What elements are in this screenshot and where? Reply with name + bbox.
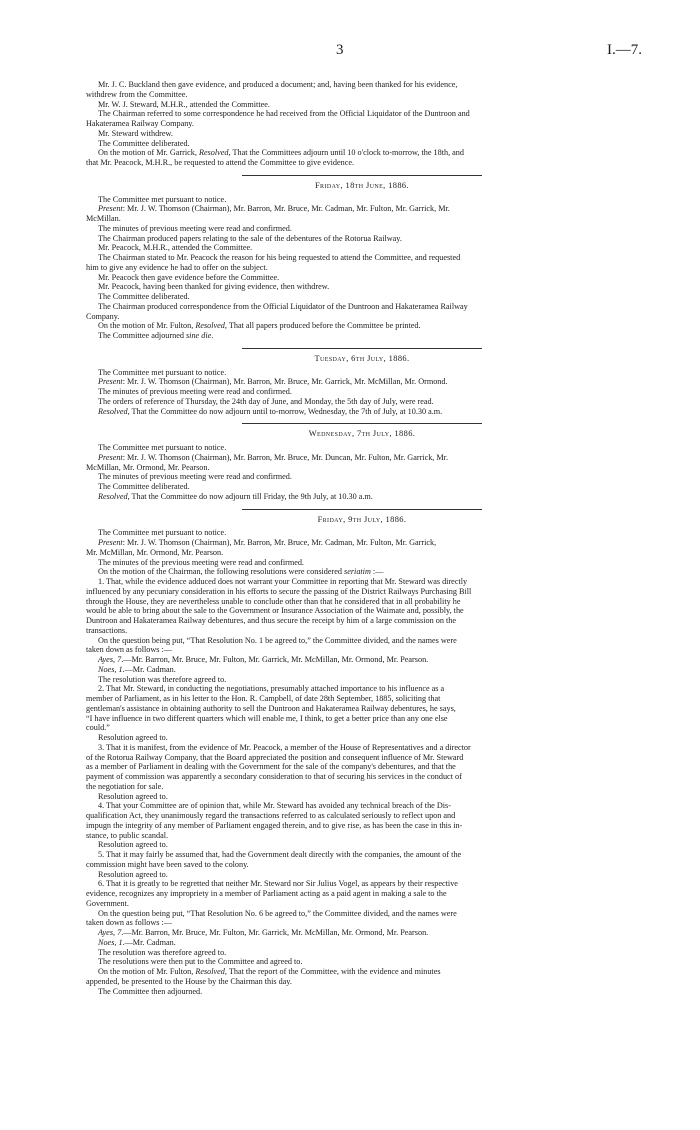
- text-line: would be able to bring about the sale to the Government or Insurance Association of the Waimate and, possibly, the: [86, 606, 464, 616]
- minutes-section-july-9: [86, 515, 638, 997]
- section-divider: [242, 423, 482, 424]
- text-line: Mr. Peacock, having been thanked for giving evidence, then withdrew.: [98, 282, 330, 292]
- text-line: McMillan.: [86, 214, 121, 223]
- text-line: On the question being put, “That Resolution No. 6 be agreed to,” the Committee divided, and the names were: [98, 908, 457, 918]
- text-line: The Committee then adjourned.: [98, 986, 203, 996]
- text-line: On the motion of the Chairman, the following resolutions were considered seriatim :—: [98, 567, 384, 577]
- present-line: Present: Mr. J. W. Thomson (Chairman), Mr. Barron, Mr. Bruce, Mr. Garrick, Mr. McMillan, Mr. Ormond.: [98, 377, 448, 387]
- page-number: 3: [336, 42, 344, 58]
- present-line: Present: Mr. J. W. Thomson (Chairman), Mr. Barron, Mr. Bruce, Mr. Duncan, Mr. Fulton, Mr. Garrick, Mr.: [98, 452, 448, 462]
- text-line: The minutes of previous meeting were read and confirmed.: [98, 223, 292, 233]
- text-line: influenced by any pecuniary consideration in his efforts to secure the passing of the District Railways Purchasing Bill: [86, 586, 472, 596]
- intro-minutes: [86, 80, 638, 168]
- text-line: withdrew from the Committee.: [86, 89, 188, 99]
- text-line: Mr. J. C. Buckland then gave evidence, and produced a document; and, having been thanked for his evidence,: [98, 80, 458, 89]
- section-divider: [242, 175, 482, 176]
- resolution-5: [86, 850, 638, 879]
- text-line: 1. That, while the evidence adduced does not warrant your Committee in reporting that Mr. Steward was directly: [98, 577, 468, 586]
- text-line: “I have influence in two different quarters which will enable me, I think, to get a better price than any one else: [86, 713, 448, 723]
- document-page: [86, 42, 642, 996]
- text-line: The resolutions were then put to the Committee and agreed to.: [98, 957, 303, 967]
- text-line: qualification Act, they unanimously regard the transactions referred to as calculated seriously to reflect upon and: [86, 811, 456, 820]
- section-divider: [242, 509, 482, 510]
- text-line: taken down as follows :—: [86, 918, 172, 928]
- text-line: transactions.: [86, 625, 128, 635]
- text-line: On the motion of Mr. Fulton, Resolved, That all papers produced before the Committee be printed.: [98, 321, 421, 331]
- minutes-section-july-6: [86, 354, 638, 417]
- section-date: Friday, 18th June, 1886.: [315, 180, 409, 190]
- text-line: Resolution agreed to.: [98, 840, 168, 850]
- text-line: Duntroon and Hakateramea Railway debentures, and thus secure the receipt by him of a large commission on the: [86, 616, 456, 625]
- text-line: impugn the integrity of any member of Parliament engaged therein, and to give rise, as has been the case in this in-: [86, 820, 463, 830]
- text-line: through the House, they are nevertheless unable to conclude other than that he considered that in all probability he: [86, 596, 461, 606]
- ayes-line: Ayes, 7.—Mr. Barron, Mr. Bruce, Mr. Fulton, Mr. Garrick, Mr. McMillan, Mr. Ormond, Mr. Pearson.: [98, 655, 429, 664]
- text-line: of the Rotorua Railway Company, that the Board appreciated the position and consequent influence of Mr. Steward: [86, 752, 464, 762]
- text-line: The resolution was therefore agreed to.: [98, 674, 227, 684]
- text-line: member of Parliament, as in his letter to the Hon. R. Campbell, of date 28th September, 1885, soliciting that: [86, 694, 441, 703]
- text-line: him to give any evidence he had to offer on the subject.: [86, 262, 268, 272]
- text-line: The resolution was therefore agreed to.: [98, 947, 227, 957]
- text-line: The Committee met pursuant to notice.: [98, 194, 227, 204]
- resolution-2: [86, 684, 638, 743]
- text-line: commission might have been saved to the colony.: [86, 859, 249, 869]
- text-line: 4. That your Committee are of opinion that, while Mr. Steward has avoided any technical breach of the Dis-: [98, 801, 451, 811]
- text-line: could.”: [86, 723, 110, 733]
- ayes-line: Ayes, 7.—Mr. Barron, Mr. Bruce, Mr. Fulton, Mr. Garrick, Mr. McMillan, Mr. Ormond, Mr. Pearson.: [98, 928, 429, 937]
- text-line: On the motion of Mr. Fulton, Resolved, That the report of the Committee, with the evidence and minutes: [98, 967, 441, 976]
- section-date: Tuesday, 6th July, 1886.: [314, 353, 410, 363]
- text-line: payment of commission was apparently a secondary consideration to that of securing his services in the conduct of: [86, 772, 462, 781]
- page-header: [86, 42, 642, 80]
- text-line: 5. That it may fairly be assumed that, had the Government dealt directly with the companies, the amount of the: [98, 850, 462, 859]
- text-line: the negotiation for sale.: [86, 781, 164, 791]
- resolution-1: [86, 577, 638, 684]
- resolution-6: [86, 879, 638, 957]
- text-line: 3. That it is manifest, from the evidence of Mr. Peacock, a member of the House of Representatives and a director: [98, 742, 471, 752]
- text-line: The Chairman referred to some correspondence he had received from the Official Liquidator of the Duntroon and: [98, 109, 470, 119]
- text-line: The Committee met pursuant to notice.: [98, 367, 227, 377]
- text-line: Company.: [86, 311, 120, 321]
- closing-minutes: [86, 957, 638, 996]
- text-line: gentleman's assistance in obtaining authority to sell the Duntroon and Hakateramea Railway debentures, he says,: [86, 703, 456, 713]
- text-line: 6. That it is greatly to be regretted that neither Mr. Steward nor Sir Julius Vogel, as appears by their respective: [98, 879, 458, 889]
- text-line: The Committee adjourned sine die.: [98, 331, 214, 340]
- noes-line: Noes, 1.—Mr. Cadman.: [98, 937, 176, 947]
- text-line: McMillan, Mr. Ormond, Mr. Pearson.: [86, 462, 210, 472]
- paper-reference: I.—7.: [607, 42, 642, 58]
- section-date: Wednesday, 7th July, 1886.: [308, 429, 416, 439]
- text-line: Mr. McMillan, Mr. Ormond, Mr. Pearson.: [86, 547, 224, 557]
- minutes-section-june-18: [86, 181, 638, 341]
- text-line: The minutes of the previous meeting were read and confirmed.: [98, 557, 304, 567]
- text-line: Resolved, That the Committee do now adjourn till Friday, the 9th July, at 10.30 a.m.: [98, 491, 373, 501]
- text-line: Resolution agreed to.: [98, 733, 168, 742]
- minutes-section-july-7: [86, 429, 638, 501]
- present-line: Present: Mr. J. W. Thomson (Chairman), Mr. Barron, Mr. Bruce, Mr. Cadman, Mr. Fulton, Mr. Garrick,: [98, 538, 437, 547]
- text-line: stance, to public scandal.: [86, 830, 169, 840]
- text-line: The Committee met pursuant to notice.: [98, 443, 227, 452]
- text-line: The Committee met pursuant to notice.: [98, 528, 227, 538]
- resolution-3: [86, 743, 638, 802]
- text-line: The Committee deliberated.: [98, 292, 190, 301]
- text-line: On the question being put, “That Resolution No. 1 be agreed to,” the Committee divided, and the names were: [98, 635, 457, 645]
- text-line: as a member of Parliament in dealing with the Government for the sale of the company's debentures, and that the: [86, 762, 456, 772]
- text-line: The minutes of previous meeting were read and confirmed.: [98, 472, 292, 482]
- text-line: appended, be presented to the House by the Chairman this day.: [86, 976, 292, 986]
- text-line: taken down as follows :—: [86, 645, 172, 655]
- resolution-4: [86, 801, 638, 850]
- text-line: The Committee deliberated.: [98, 482, 190, 491]
- section-divider: [242, 348, 482, 349]
- text-line: Mr. Peacock, M.H.R., attended the Committee.: [98, 243, 253, 253]
- text-line: The orders of reference of Thursday, the 24th day of June, and Monday, the 5th day of July, were read.: [98, 396, 434, 406]
- text-line: The Chairman produced correspondence from the Official Liquidator of the Duntroon and Hakateramea Railway: [98, 301, 468, 311]
- text-line: evidence, recognizes any impropriety in a member of Parliament acting as a paid agent in making a sale to the: [86, 889, 447, 898]
- text-line: that Mr. Peacock, M.H.R., be requested to attend the Committee to give evidence.: [86, 158, 355, 167]
- text-line: The minutes of previous meeting were read and confirmed.: [98, 387, 292, 396]
- text-line: Resolution agreed to.: [98, 869, 168, 879]
- text-line: The Chairman stated to Mr. Peacock the reason for his being requested to attend the Committee, and requested: [98, 253, 461, 262]
- noes-line: Noes, 1.—Mr. Cadman.: [98, 664, 176, 674]
- text-line: Mr. W. J. Steward, M.H.R., attended the Committee.: [98, 99, 270, 109]
- text-line: Resolution agreed to.: [98, 791, 168, 801]
- section-date: Friday, 9th July, 1886.: [317, 514, 407, 524]
- text-line: Government.: [86, 898, 129, 908]
- text-line: Hakateramea Railway Company.: [86, 119, 194, 128]
- text-line: Mr. Peacock then gave evidence before the Committee.: [98, 272, 280, 282]
- present-line: Present: Mr. J. W. Thomson (Chairman), Mr. Barron, Mr. Bruce, Mr. Cadman, Mr. Fulton, Mr. Garrick, Mr.: [98, 204, 450, 214]
- text-line: Resolved, That the Committee do now adjourn until to-morrow, Wednesday, the 7th of July, at 10.30 a.m.: [98, 406, 443, 416]
- text-line: The Chairman produced papers relating to the sale of the debentures of the Rotorua Railway.: [98, 233, 402, 243]
- text-line: Mr. Steward withdrew.: [98, 128, 173, 138]
- text-line: 2. That Mr. Steward, in conducting the negotiations, presumably attached importance to his influence as a: [98, 684, 445, 694]
- text-line: On the motion of Mr. Garrick, Resolved, That the Committees adjourn until 10 o'clock to-morrow, the 18th, and: [98, 148, 464, 158]
- text-line: The Committee deliberated.: [98, 138, 190, 148]
